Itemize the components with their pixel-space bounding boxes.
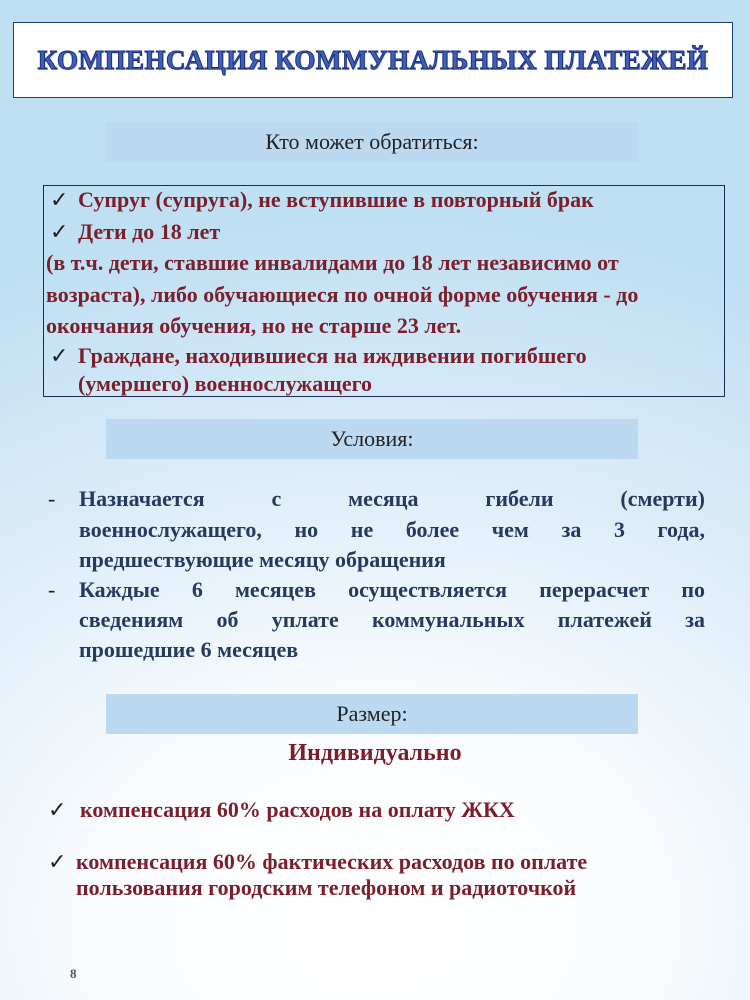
check-icon: ✓ — [48, 797, 67, 822]
title-box — [13, 22, 733, 98]
check-icon: ✓ — [50, 219, 69, 244]
condition-2-line: сведениям об уплате коммунальных платежей за — [79, 607, 705, 632]
section-header-who: Кто может обратиться: — [106, 122, 638, 162]
who-item-dependents-cont: (умершего) военнослужащего — [78, 371, 373, 396]
check-icon: ✓ — [48, 849, 67, 874]
who-note-line: возраста), либо обучающиеся по очной форме обучения - до — [46, 282, 639, 307]
condition-1-line: военнослужащего, но не более чем за 3 года, — [79, 517, 705, 542]
who-note-line: (в т.ч. дети, ставшие инвалидами до 18 лет независимо от — [46, 250, 619, 275]
section-header-size: Размер: — [106, 694, 638, 734]
condition-1-line: Назначается с месяца гибели (смерти) — [79, 486, 705, 511]
condition-2-line: Каждые 6 месяцев осуществляется перерасчет по — [79, 577, 705, 602]
page-number: 8 — [70, 966, 77, 981]
page-title: КОМПЕНСАЦИЯ КОММУНАЛЬНЫХ ПЛАТЕЖЕЙ — [37, 44, 709, 75]
section-header-conditions: Условия: — [106, 419, 638, 459]
dash-bullet: - — [48, 577, 56, 602]
who-item-spouse: Супруг (супруга), не вступившие в повторный брак — [78, 187, 594, 212]
who-note-line: окончания обучения, но не старше 23 лет. — [46, 313, 462, 338]
size-item-housing: компенсация 60% расходов на оплату ЖКХ — [80, 797, 515, 822]
check-icon: ✓ — [50, 343, 69, 368]
who-item-dependents: Граждане, находившиеся на иждивении погибшего — [78, 343, 587, 368]
condition-1-line: предшествующие месяцу обращения — [79, 547, 446, 572]
size-item-phone-cont: пользования городским телефоном и радиоточкой — [76, 875, 577, 900]
who-item-children: Дети до 18 лет — [78, 219, 221, 244]
size-heading: Индивидуально — [288, 740, 462, 766]
size-item-phone: компенсация 60% фактических расходов по оплате — [76, 849, 588, 874]
check-icon: ✓ — [50, 187, 69, 212]
dash-bullet: - — [48, 486, 56, 511]
condition-2-line: прошедшие 6 месяцев — [79, 637, 299, 662]
